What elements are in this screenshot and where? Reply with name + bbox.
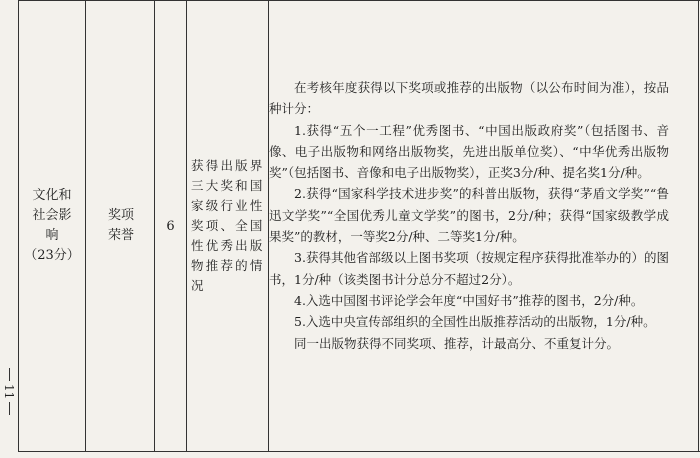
item-line: 奖项 xyxy=(108,208,135,223)
category-line: 社会影 xyxy=(32,208,72,223)
score-cell xyxy=(155,1,186,451)
rules-note: 同一出版物获得不同奖项、推荐，计最高分、不重复计分。 xyxy=(294,335,620,351)
rule-item: 3.获得其他省部级以上图书奖项（按规定程序获得批准举办的）的图书，1分/种（该类图书计分总分不超过2分）。 xyxy=(269,250,669,287)
category-line: （23分） xyxy=(24,248,80,263)
scoring-rules-cell xyxy=(269,1,697,451)
rule-item: 1.获得“五个一工程”优秀图书、“中国出版政府奖”（包括图书、音像、电子出版物和网络出版物奖，先进出版单位奖）、“中华优秀出版物奖”（包括图书、音像和电子出版物奖），正奖3分/种、提名奖1分/种。 xyxy=(269,122,669,181)
category-line: 文化和 xyxy=(32,188,72,203)
rule-item: 2.获得“国家科学技术进步奖”的科普出版物，获得“茅盾文学奖”“鲁迅文学奖”“全国优秀儿童文学奖”的图书，2分/种；获得“国家级教学成果奖”的教材，一等奖2分/种、二等奖1分/种。 xyxy=(269,186,669,245)
category-cell xyxy=(19,1,85,451)
rules-intro: 在考核年度获得以下奖项或推荐的出版物（以公布时间为准），按品种计分： xyxy=(269,80,669,117)
page-number-value: 11 xyxy=(2,384,16,400)
rule-item: 4.入选中国图书评论学会年度“中国好书”推荐的图书，2分/种。 xyxy=(294,292,644,308)
page-number-dash-top xyxy=(9,368,10,381)
item-line: 荣誉 xyxy=(108,228,135,243)
category-line: 响 xyxy=(45,228,59,243)
page-number xyxy=(2,368,16,415)
table-border-right xyxy=(698,1,699,451)
criterion-text: 获得出版界三大奖和国家级行业性奖项、全国性优秀出版物推荐的情况 xyxy=(191,158,263,293)
item-cell xyxy=(86,1,154,451)
scoring-table xyxy=(18,0,700,452)
criterion-cell xyxy=(187,1,267,451)
score-value: 6 xyxy=(166,218,175,234)
rule-item: 5.入选中央宣传部组织的全国性出版推荐活动的出版物，1分/种。 xyxy=(294,314,656,330)
page-number-dash-bottom xyxy=(9,402,10,415)
